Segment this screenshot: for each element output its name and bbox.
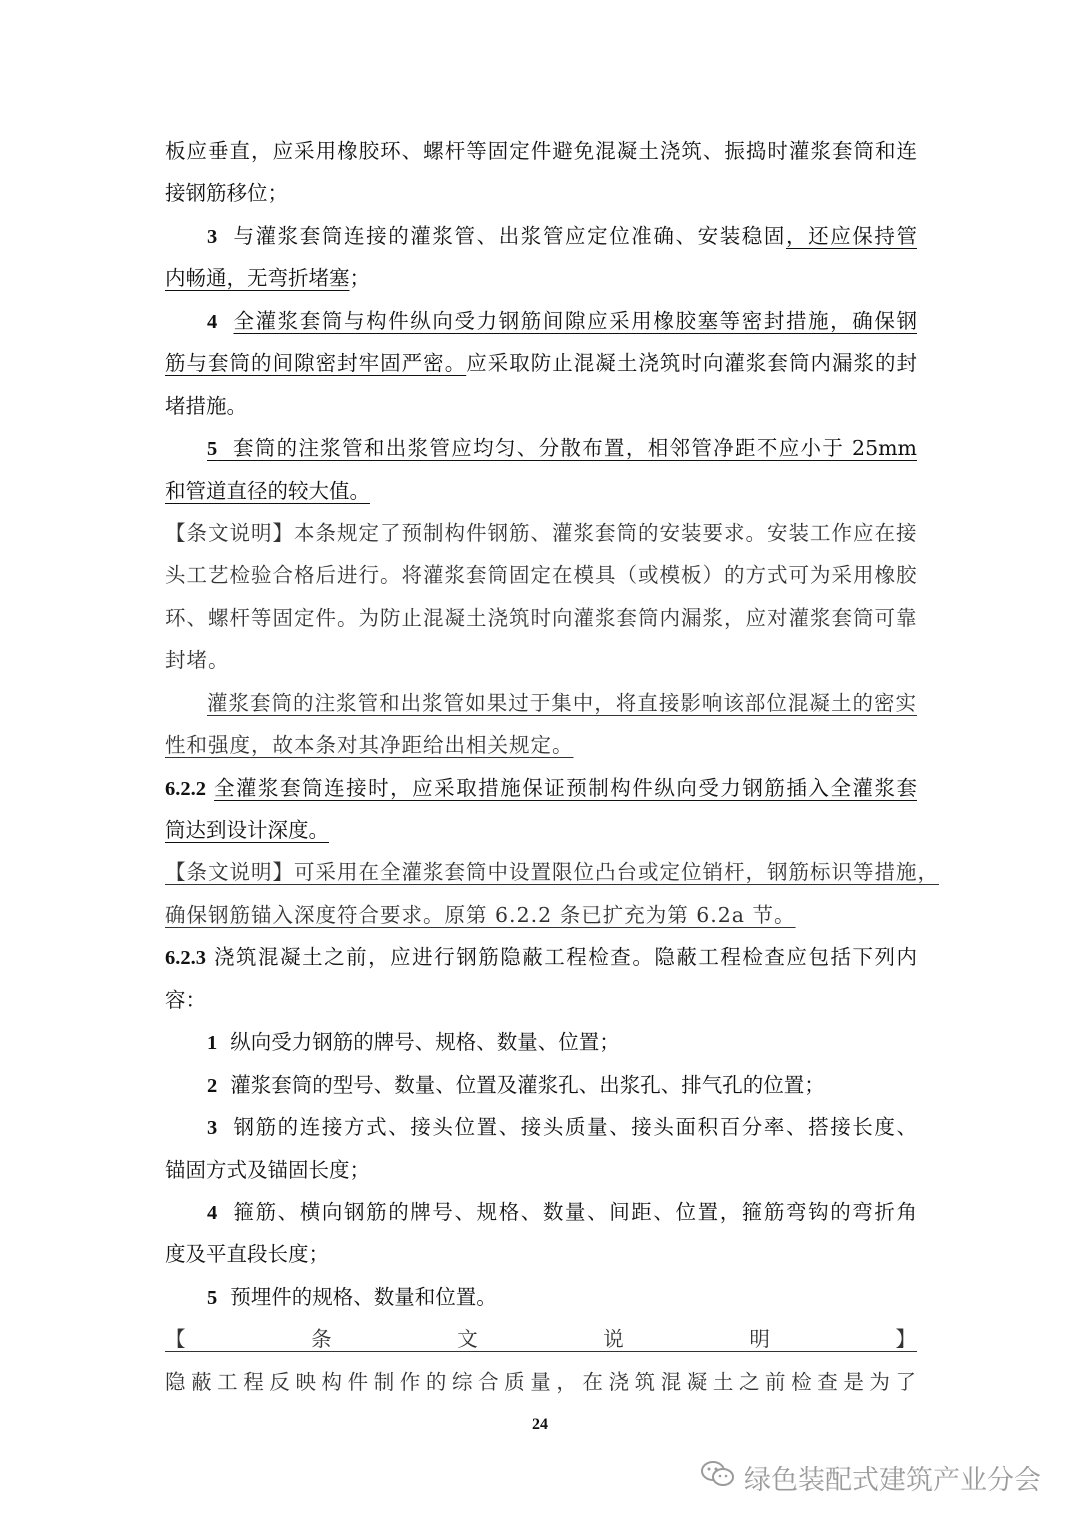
- clause-number: 4: [207, 310, 218, 333]
- text-segment: 内畅通，无弯折堵塞: [165, 266, 350, 291]
- text-segment: [206, 776, 214, 800]
- text-segment: 【条文说明】: [165, 1327, 917, 1352]
- clause-number: 4: [207, 1201, 218, 1224]
- clause-number: 2: [207, 1074, 218, 1097]
- wechat-icon: [700, 1459, 736, 1496]
- text-line: [165, 1233, 917, 1275]
- text-segment: 钢筋的连接方式、接头位置、接头质量、接头面积百分率、搭接长度、: [217, 1115, 917, 1140]
- text-line: [165, 427, 917, 469]
- text-line: [165, 342, 917, 384]
- text-segment: 【条文说明】本条规定了预制构件钢筋、灌浆套筒的安装要求。安装工作应在接: [165, 520, 918, 545]
- text-segment: 箍筋、横向钢筋的牌号、规格、数量、间距、位置，箍筋弯钩的弯折角: [217, 1199, 917, 1224]
- text-line: [165, 470, 917, 512]
- text-line: [165, 639, 917, 681]
- text-line: [165, 851, 939, 893]
- text-segment: 全灌浆套筒与构件纵向受力钢筋间隙应采用橡胶塞等密封措施，确保钢: [233, 308, 917, 333]
- document-body: [165, 130, 939, 1394]
- clause-number: 3: [207, 225, 218, 248]
- text-line: [165, 767, 917, 809]
- text-segment: 筒达到设计深度。: [165, 818, 329, 842]
- text-segment: 接钢筋移位；: [165, 181, 288, 206]
- text-segment: 纵向受力钢筋的牌号、规格、数量、位置；: [217, 1030, 620, 1055]
- watermark-text: 绿色装配式建筑产业分会: [744, 1465, 1041, 1496]
- text-line: [165, 682, 917, 724]
- text-segment: 浇筑混凝土之前，应进行钢筋隐蔽工程检查。隐蔽工程检查应包括下列内: [206, 945, 917, 970]
- text-segment: 灌浆套筒的注浆管和出浆管如果过于集中，将直接影响该部位混凝土的密实: [207, 690, 917, 715]
- text-line: [165, 724, 917, 766]
- text-line: [165, 597, 917, 639]
- clause-number: 3: [207, 1117, 218, 1140]
- page-number: 24: [532, 1416, 548, 1433]
- text-segment: 确保钢筋锚入深度符合要求。原第 6.2.2 条已扩充为第 6.2a 节。: [165, 902, 796, 927]
- text-segment: ；: [349, 266, 370, 291]
- text-line: [165, 1318, 917, 1394]
- clause-number: 6.2.3: [165, 947, 206, 970]
- text-segment: [217, 309, 233, 333]
- text-line: [165, 130, 917, 172]
- watermark: [700, 1458, 1041, 1497]
- text-segment: 头工艺检验合格后进行。将灌浆套筒固定在模具（或模板）的方式可为采用橡胶: [165, 563, 918, 588]
- text-line: [165, 300, 917, 342]
- text-segment: 锚固方式及锚固长度；: [165, 1157, 370, 1182]
- text-line: [165, 257, 917, 299]
- clause-number: 5: [207, 438, 218, 461]
- text-segment: 筋与套筒的间隙密封牢固严密。: [165, 351, 467, 376]
- text-segment: 预埋件的规格、数量和位置。: [217, 1284, 497, 1309]
- text-line: [165, 1191, 917, 1233]
- text-line: [165, 1021, 917, 1063]
- text-line: [165, 512, 917, 554]
- text-segment: 和管道直径的较大值。: [165, 478, 370, 503]
- text-line: [165, 385, 917, 427]
- text-segment: 板应垂直，应采用橡胶环、螺杆等固定件避免混凝土浇筑、振捣时灌浆套筒和连: [165, 139, 917, 163]
- text-segment: 性和强度，故本条对其净距给出相关规定。: [165, 733, 574, 758]
- text-segment: 与灌浆套筒连接的灌浆管、出浆管应定位准确、安装稳固: [217, 223, 786, 248]
- text-segment: 灌浆套筒的型号、数量、位置及灌浆孔、出浆孔、排气孔的位置；: [217, 1072, 825, 1097]
- clause-number: 1: [207, 1032, 218, 1055]
- text-line: [165, 1106, 917, 1148]
- text-line: [165, 936, 917, 978]
- text-line: [165, 894, 917, 936]
- text-line: [165, 1064, 917, 1106]
- text-line: [165, 809, 917, 851]
- text-segment: 套筒的注浆管和出浆管应均匀、分散布置，相邻管净距不应小于 25mm: [217, 436, 917, 461]
- text-segment: 隐蔽工程反映构件制作的综合质量，在浇筑混凝土之前检查是为了: [165, 1369, 917, 1394]
- text-line: [165, 979, 917, 1021]
- text-segment: 应采取防止混凝土浇筑时向灌浆套筒内漏浆的封: [466, 351, 918, 376]
- text-line: [165, 554, 917, 596]
- text-segment: 【条文说明】可采用在全灌浆套筒中设置限位凸台或定位销杆，钢筋标识等措施，: [165, 860, 939, 885]
- clause-number: 5: [207, 1286, 218, 1309]
- clause-number: 6.2.2: [165, 777, 206, 800]
- text-line: [165, 1149, 917, 1191]
- text-line: [165, 1276, 917, 1318]
- text-segment: 度及平直段长度；: [165, 1242, 329, 1267]
- text-segment: 全灌浆套筒连接时，应采取措施保证预制构件纵向受力钢筋插入全灌浆套: [214, 775, 917, 800]
- text-segment: 环、螺杆等固定件。为防止混凝土浇筑时向灌浆套筒内漏浆，应对灌浆套筒可靠: [165, 605, 918, 630]
- text-segment: ，还应保持管: [786, 223, 918, 248]
- text-line: [165, 172, 917, 214]
- text-line: [165, 215, 917, 257]
- text-segment: 堵措施。: [165, 393, 247, 418]
- text-segment: 封堵。: [165, 648, 230, 673]
- text-segment: 容：: [165, 987, 206, 1012]
